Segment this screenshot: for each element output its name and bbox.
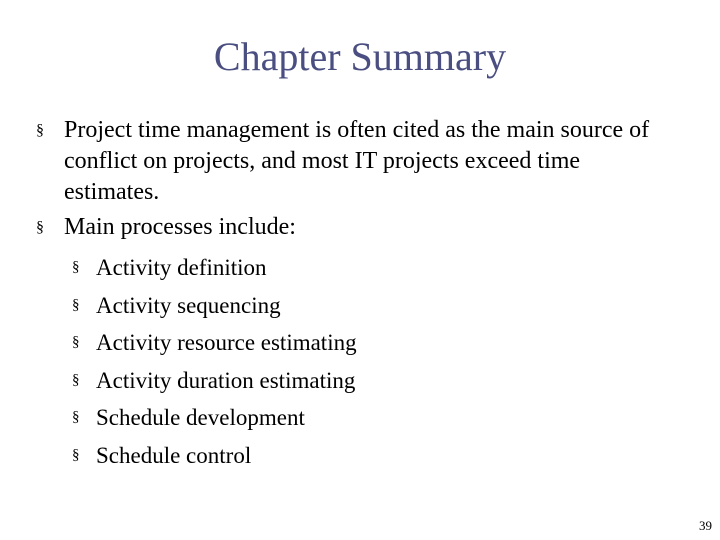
page-number: 39 bbox=[699, 518, 712, 533]
bullet-marker-icon: § bbox=[36, 122, 44, 139]
sub-bullet-marker-icon: § bbox=[72, 334, 80, 350]
sub-bullet-text: Activity definition bbox=[96, 255, 267, 280]
sub-bullet-item bbox=[36, 437, 676, 475]
sub-bullet-item bbox=[36, 287, 676, 325]
bullet-list bbox=[36, 115, 676, 478]
slide-title: Chapter Summary bbox=[213, 34, 507, 79]
bullet-text: Main processes include: bbox=[64, 214, 296, 240]
sub-bullet-text: Schedule control bbox=[96, 442, 252, 468]
sub-bullet-marker-icon: § bbox=[72, 446, 80, 463]
bullet-item bbox=[36, 212, 676, 474]
sub-bullet-item bbox=[36, 324, 676, 362]
sub-bullet-marker-icon: § bbox=[72, 409, 80, 425]
sub-bullet-item bbox=[36, 399, 676, 437]
sub-bullet-marker-icon: § bbox=[72, 296, 80, 313]
sub-bullet-text: Schedule development bbox=[96, 405, 305, 430]
sub-bullet-item bbox=[36, 362, 676, 400]
sub-bullet-text: Activity duration estimating bbox=[96, 367, 356, 393]
sub-bullet-marker-icon: § bbox=[72, 371, 80, 388]
sub-bullet-text: Activity resource estimating bbox=[96, 330, 357, 355]
sub-bullet-text: Activity sequencing bbox=[96, 292, 281, 318]
bullet-marker-icon: § bbox=[36, 219, 44, 236]
sub-bullet-marker-icon: § bbox=[72, 259, 80, 275]
bullet-text: Project time management is often cited as the main source of conflict on projects, and most IT projects exceed time estimates. bbox=[64, 117, 650, 205]
bullet-item bbox=[36, 115, 676, 208]
sub-bullet-list bbox=[36, 249, 676, 474]
sub-bullet-item bbox=[36, 249, 676, 287]
